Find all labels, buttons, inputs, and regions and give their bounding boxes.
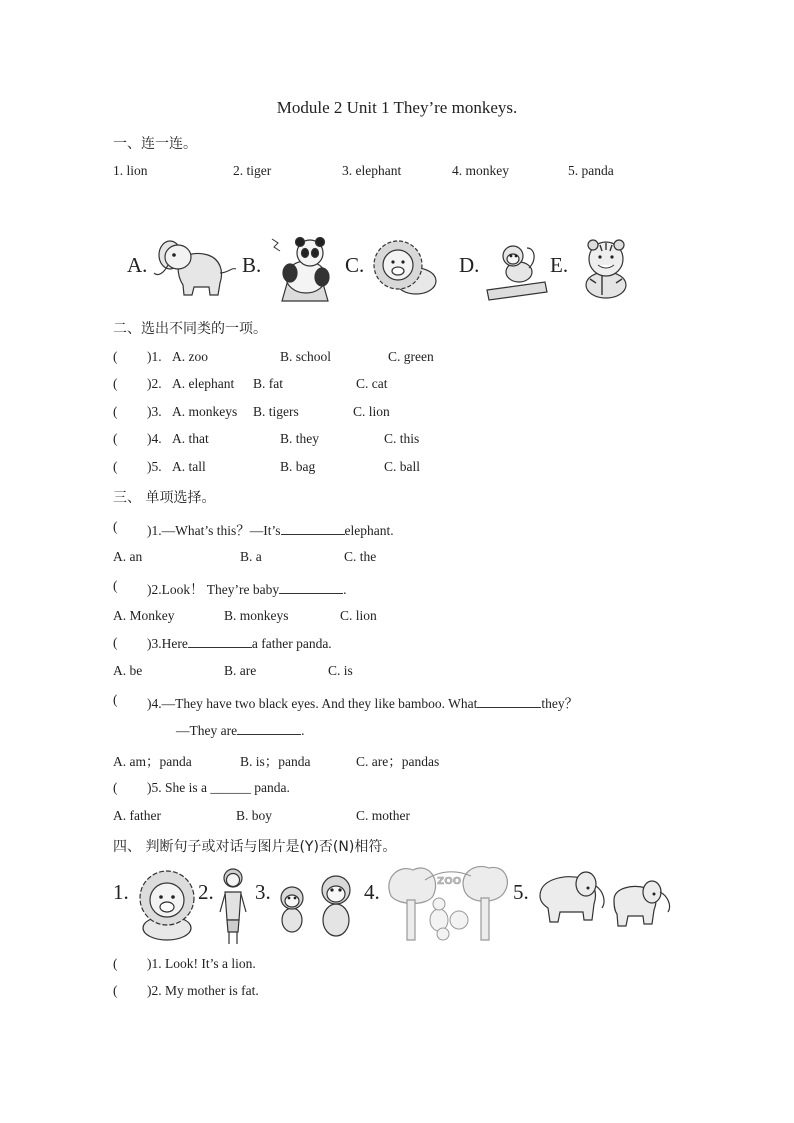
- option-a: A. that: [172, 431, 209, 446]
- question-number: )3.: [147, 404, 162, 419]
- answer-paren[interactable]: (: [113, 692, 118, 707]
- option-a: A. father: [113, 808, 161, 823]
- statement-text: )2. My mother is fat.: [147, 983, 259, 998]
- option-b: B. tigers: [253, 404, 299, 419]
- statement-text: )1. Look! It’s a lion.: [147, 956, 256, 971]
- question-text: )4.—They have two black eyes. And they like bamboo. What they？: [147, 696, 579, 711]
- monkeys-picture: [274, 870, 360, 942]
- option-b: B. a: [240, 549, 262, 564]
- question-text-line2: —They are .: [176, 723, 305, 738]
- question-text: )2.Look！ They’re baby .: [147, 582, 347, 597]
- question-text: )1.—What’s this？—It’s elephant.: [147, 523, 394, 538]
- option-c: C. this: [384, 431, 420, 446]
- word-item: 1. lion: [113, 163, 148, 178]
- picture-number: 4.: [364, 880, 380, 904]
- word-item: 2. tiger: [233, 163, 272, 178]
- picture-label: A.: [127, 253, 148, 277]
- picture-label: C.: [345, 253, 365, 277]
- section3-heading: 三、 单项选择。: [113, 490, 216, 506]
- answer-paren[interactable]: (: [113, 956, 118, 971]
- option-a: A. zoo: [172, 349, 208, 364]
- option-c: C. the: [344, 549, 377, 564]
- panda-picture: [268, 233, 340, 303]
- lion-picture: [368, 233, 442, 301]
- question-number: )2.: [147, 376, 162, 391]
- option-a: A. Monkey: [113, 608, 175, 623]
- answer-paren[interactable]: (: [113, 459, 118, 474]
- option-b: B. bag: [280, 459, 316, 474]
- option-a: A. tall: [172, 459, 206, 474]
- option-a: A. am；panda: [113, 754, 192, 769]
- answer-paren[interactable]: (: [113, 635, 118, 650]
- answer-paren[interactable]: (: [113, 349, 118, 364]
- word-item: 4. monkey: [452, 163, 509, 178]
- answer-paren[interactable]: (: [113, 376, 118, 391]
- word-item: 5. panda: [568, 163, 614, 178]
- option-b: B. monkeys: [224, 608, 289, 623]
- section1-heading: 一、连一连。: [113, 136, 197, 152]
- picture-number: 3.: [255, 880, 271, 904]
- answer-paren[interactable]: (: [113, 780, 118, 795]
- option-a: A. elephant: [172, 376, 235, 391]
- option-c: C. are；pandas: [356, 754, 440, 769]
- answer-paren[interactable]: (: [113, 519, 118, 534]
- elephant-picture: [148, 233, 240, 301]
- elephants-picture: [532, 866, 680, 930]
- answer-blank[interactable]: [281, 522, 345, 535]
- tiger-picture: [572, 235, 644, 303]
- option-a: A. an: [113, 549, 143, 564]
- answer-blank[interactable]: [477, 695, 541, 708]
- picture-number: 1.: [113, 880, 129, 904]
- woman-picture: [216, 866, 250, 946]
- answer-paren[interactable]: (: [113, 578, 118, 593]
- picture-label: B.: [242, 253, 262, 277]
- picture-label: D.: [459, 253, 480, 277]
- answer-paren[interactable]: (: [113, 431, 118, 446]
- question-text: )3.Here a father panda.: [147, 636, 332, 651]
- lion-picture: [135, 866, 199, 942]
- option-c: C. ball: [384, 459, 420, 474]
- zoo-picture: [385, 862, 509, 942]
- zoo-sign: ZOO: [437, 876, 462, 887]
- answer-paren[interactable]: (: [113, 983, 118, 998]
- answer-blank[interactable]: [237, 722, 301, 735]
- picture-label: E.: [550, 253, 569, 277]
- option-c: C. mother: [356, 808, 410, 823]
- option-c: C. lion: [340, 608, 377, 623]
- question-number: )5.: [147, 459, 162, 474]
- option-c: C. is: [328, 663, 353, 678]
- section2-heading: 二、选出不同类的一项。: [113, 321, 267, 337]
- section4-heading: 四、 判断句子或对话与图片是(Y)否(N)相符。: [113, 839, 397, 855]
- answer-paren[interactable]: (: [113, 404, 118, 419]
- question-number: )4.: [147, 431, 162, 446]
- page-title: Module 2 Unit 1 They’re monkeys.: [276, 98, 518, 117]
- picture-number: 5.: [513, 880, 529, 904]
- question-text: )5. She is a ______ panda.: [147, 780, 290, 795]
- option-b: B. school: [280, 349, 332, 364]
- option-c: C. cat: [356, 376, 388, 391]
- picture-number: 2.: [198, 880, 214, 904]
- answer-blank[interactable]: [188, 635, 252, 648]
- question-number: )1.: [147, 349, 162, 364]
- monkey-picture: [485, 238, 549, 304]
- option-b: B. is；panda: [240, 754, 311, 769]
- option-b: B. they: [280, 431, 319, 446]
- option-c: C. green: [388, 349, 434, 364]
- option-a: A. monkeys: [172, 404, 238, 419]
- option-b: B. are: [224, 663, 257, 678]
- option-b: B. fat: [253, 376, 283, 391]
- option-c: C. lion: [353, 404, 390, 419]
- option-a: A. be: [113, 663, 143, 678]
- option-b: B. boy: [236, 808, 273, 823]
- answer-blank[interactable]: [279, 581, 343, 594]
- word-item: 3. elephant: [342, 163, 402, 178]
